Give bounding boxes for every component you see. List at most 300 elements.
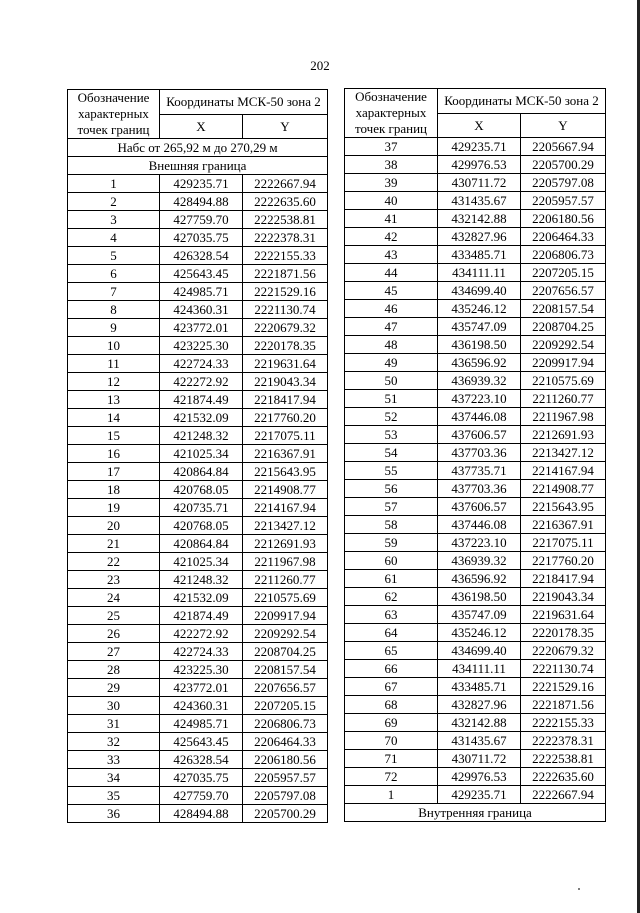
- table-row: [68, 193, 328, 211]
- table-row: [68, 751, 328, 769]
- table-row: [345, 660, 606, 678]
- coord-y: 2211260.77: [243, 571, 328, 589]
- coord-x: 429235.71: [160, 175, 243, 193]
- coord-y: 2205797.08: [521, 174, 606, 192]
- coord-y: 2220178.35: [521, 624, 606, 642]
- coord-y: 2213427.12: [243, 517, 328, 535]
- coord-x: 421532.09: [160, 589, 243, 607]
- point-number: 58: [345, 516, 438, 534]
- coord-x: 437703.36: [438, 480, 521, 498]
- coord-y: 2220178.35: [243, 337, 328, 355]
- table-row: [345, 732, 606, 750]
- coord-y: 2205797.08: [243, 787, 328, 805]
- point-number: 69: [345, 714, 438, 732]
- table-row: [68, 337, 328, 355]
- coord-x: 425643.45: [160, 265, 243, 283]
- table-row: [68, 625, 328, 643]
- coord-x: 435747.09: [438, 318, 521, 336]
- coord-y: 2206806.73: [521, 246, 606, 264]
- coord-x: 436198.50: [438, 336, 521, 354]
- coord-y: 2206806.73: [243, 715, 328, 733]
- coord-y: 2211967.98: [243, 553, 328, 571]
- header-designation: Обозначение характерных точек границ: [345, 89, 438, 138]
- coord-x: 435246.12: [438, 300, 521, 318]
- coord-y: 2222635.60: [243, 193, 328, 211]
- table-row: [345, 372, 606, 390]
- point-number: 2: [68, 193, 160, 211]
- point-number: 1: [68, 175, 160, 193]
- coord-x: 421532.09: [160, 409, 243, 427]
- coord-x: 429976.53: [438, 768, 521, 786]
- coord-y: 2209292.54: [243, 625, 328, 643]
- table-row: [345, 354, 606, 372]
- coord-y: 2206180.56: [243, 751, 328, 769]
- point-number: 8: [68, 301, 160, 319]
- coord-x: 422724.33: [160, 643, 243, 661]
- point-number: 17: [68, 463, 160, 481]
- table-row: [68, 571, 328, 589]
- point-number: 61: [345, 570, 438, 588]
- coord-x: 431435.67: [438, 732, 521, 750]
- coord-y: 2208157.54: [243, 661, 328, 679]
- point-number: 72: [345, 768, 438, 786]
- point-number: 36: [68, 805, 160, 823]
- coord-x: 422272.92: [160, 373, 243, 391]
- table-row: [68, 769, 328, 787]
- coord-y: 2214908.77: [521, 480, 606, 498]
- coord-x: 436939.32: [438, 552, 521, 570]
- point-number: 70: [345, 732, 438, 750]
- point-number: 52: [345, 408, 438, 426]
- point-number: 29: [68, 679, 160, 697]
- coord-x: 427759.70: [160, 787, 243, 805]
- table-row: [345, 516, 606, 534]
- point-number: 15: [68, 427, 160, 445]
- coord-y: 2209917.94: [243, 607, 328, 625]
- inner-boundary-label: Внутренняя граница: [345, 804, 606, 822]
- coord-x: 432142.88: [438, 210, 521, 228]
- table-row: [345, 318, 606, 336]
- point-number: 23: [68, 571, 160, 589]
- table-row: [68, 427, 328, 445]
- coord-x: 420735.71: [160, 499, 243, 517]
- point-number: 43: [345, 246, 438, 264]
- coord-y: 2222635.60: [521, 768, 606, 786]
- coord-y: 2221529.16: [521, 678, 606, 696]
- table-row: [68, 715, 328, 733]
- point-number: 34: [68, 769, 160, 787]
- coord-x: 420768.05: [160, 517, 243, 535]
- coord-y: 2214167.94: [243, 499, 328, 517]
- point-number: 5: [68, 247, 160, 265]
- table-row: [68, 373, 328, 391]
- coord-y: 2205957.57: [521, 192, 606, 210]
- point-number: 4: [68, 229, 160, 247]
- coord-y: 2222538.81: [521, 750, 606, 768]
- coord-y: 2209917.94: [521, 354, 606, 372]
- coord-x: 435747.09: [438, 606, 521, 624]
- coord-x: 426328.54: [160, 751, 243, 769]
- table-row: [345, 606, 606, 624]
- coord-y: 2207205.15: [243, 697, 328, 715]
- coord-y: 2214167.94: [521, 462, 606, 480]
- coord-y: 2214908.77: [243, 481, 328, 499]
- coordinates-table-left: [67, 89, 328, 823]
- coord-y: 2219631.64: [243, 355, 328, 373]
- table-row: [345, 588, 606, 606]
- coord-x: 437703.36: [438, 444, 521, 462]
- coord-x: 434111.11: [438, 264, 521, 282]
- table-row: [68, 265, 328, 283]
- coord-y: 2205667.94: [521, 138, 606, 156]
- table-row: [68, 787, 328, 805]
- table-row: [345, 300, 606, 318]
- point-number: 62: [345, 588, 438, 606]
- point-number: 30: [68, 697, 160, 715]
- coord-y: 2222378.31: [521, 732, 606, 750]
- coord-x: 420864.84: [160, 463, 243, 481]
- coord-x: 420864.84: [160, 535, 243, 553]
- point-number: 47: [345, 318, 438, 336]
- coord-x: 437223.10: [438, 390, 521, 408]
- table-row: [345, 678, 606, 696]
- point-number: 59: [345, 534, 438, 552]
- coord-y: 2221130.74: [243, 301, 328, 319]
- table-row: [345, 192, 606, 210]
- table-row: [68, 247, 328, 265]
- coord-y: 2211260.77: [521, 390, 606, 408]
- coord-y: 2213427.12: [521, 444, 606, 462]
- coord-y: 2222155.33: [243, 247, 328, 265]
- point-number: 65: [345, 642, 438, 660]
- coord-x: 423225.30: [160, 337, 243, 355]
- point-number: 12: [68, 373, 160, 391]
- coord-y: 2222667.94: [521, 786, 606, 804]
- table-row: [345, 786, 606, 804]
- coord-x: 437223.10: [438, 534, 521, 552]
- coord-y: 2218417.94: [521, 570, 606, 588]
- coord-x: 421025.34: [160, 553, 243, 571]
- coord-y: 2208704.25: [243, 643, 328, 661]
- point-number: 64: [345, 624, 438, 642]
- coord-y: 2215643.95: [521, 498, 606, 516]
- point-number: 55: [345, 462, 438, 480]
- coord-y: 2221130.74: [521, 660, 606, 678]
- table-row: [345, 480, 606, 498]
- point-number: 24: [68, 589, 160, 607]
- table-row: [345, 210, 606, 228]
- point-number: 42: [345, 228, 438, 246]
- coordinates-table-right: [344, 88, 606, 822]
- page-number: 202: [310, 58, 330, 73]
- point-number: 9: [68, 319, 160, 337]
- coord-y: 2207205.15: [521, 264, 606, 282]
- table-row: [345, 282, 606, 300]
- coord-y: 2217760.20: [521, 552, 606, 570]
- point-number: 33: [68, 751, 160, 769]
- coord-y: 2206464.33: [521, 228, 606, 246]
- table-row: [68, 679, 328, 697]
- coord-y: 2206464.33: [243, 733, 328, 751]
- coord-x: 425643.45: [160, 733, 243, 751]
- coord-x: 432827.96: [438, 696, 521, 714]
- table-row: [345, 570, 606, 588]
- coord-y: 2210575.69: [521, 372, 606, 390]
- coord-y: 2221871.56: [243, 265, 328, 283]
- coord-y: 2217075.11: [521, 534, 606, 552]
- coord-x: 421874.49: [160, 391, 243, 409]
- header-coordinates: Координаты МСК-50 зона 2: [438, 89, 606, 114]
- table-row: [68, 553, 328, 571]
- table-row: [345, 696, 606, 714]
- header-x: X: [160, 114, 243, 139]
- table-row: [68, 661, 328, 679]
- table-row: [68, 355, 328, 373]
- table-row: [345, 138, 606, 156]
- table-row: [345, 174, 606, 192]
- table-row: [345, 534, 606, 552]
- point-number: 37: [345, 138, 438, 156]
- point-number: 44: [345, 264, 438, 282]
- point-number: 20: [68, 517, 160, 535]
- table-row: [345, 498, 606, 516]
- coord-y: 2210575.69: [243, 589, 328, 607]
- table-row: [68, 535, 328, 553]
- point-number: 26: [68, 625, 160, 643]
- coord-x: 436939.32: [438, 372, 521, 390]
- coord-x: 429976.53: [438, 156, 521, 174]
- table-row: [68, 445, 328, 463]
- coord-y: 2216367.91: [243, 445, 328, 463]
- point-number: 25: [68, 607, 160, 625]
- point-number: 19: [68, 499, 160, 517]
- coord-x: 421874.49: [160, 607, 243, 625]
- point-number: 66: [345, 660, 438, 678]
- table-row: [345, 408, 606, 426]
- point-number: 53: [345, 426, 438, 444]
- point-number: 21: [68, 535, 160, 553]
- coord-y: 2222155.33: [521, 714, 606, 732]
- coord-x: 430711.72: [438, 750, 521, 768]
- coord-y: 2219043.34: [243, 373, 328, 391]
- table-row: [345, 642, 606, 660]
- table-row: [68, 319, 328, 337]
- coord-x: 424985.71: [160, 283, 243, 301]
- coord-y: 2215643.95: [243, 463, 328, 481]
- point-number: 57: [345, 498, 438, 516]
- coord-x: 434699.40: [438, 282, 521, 300]
- coord-x: 432142.88: [438, 714, 521, 732]
- point-number: 67: [345, 678, 438, 696]
- height-note: Набс от 265,92 м до 270,29 м: [68, 139, 328, 157]
- coord-x: 423225.30: [160, 661, 243, 679]
- header-y: Y: [521, 113, 606, 138]
- header-y: Y: [243, 114, 328, 139]
- coord-x: 437735.71: [438, 462, 521, 480]
- coord-y: 2219631.64: [521, 606, 606, 624]
- table-row: [345, 246, 606, 264]
- coord-x: 437446.08: [438, 516, 521, 534]
- coord-x: 433485.71: [438, 678, 521, 696]
- point-number: 32: [68, 733, 160, 751]
- table-row: [68, 175, 328, 193]
- coord-y: 2207656.57: [521, 282, 606, 300]
- point-number: 27: [68, 643, 160, 661]
- coord-y: 2205700.29: [243, 805, 328, 823]
- coord-x: 430711.72: [438, 174, 521, 192]
- coord-x: 436596.92: [438, 354, 521, 372]
- table-row: [68, 409, 328, 427]
- table-row: [68, 481, 328, 499]
- coord-y: 2216367.91: [521, 516, 606, 534]
- table-row: [345, 714, 606, 732]
- table-row: [345, 156, 606, 174]
- point-number: 49: [345, 354, 438, 372]
- coord-x: 421025.34: [160, 445, 243, 463]
- header-designation: Обозначение характерных точек границ: [68, 90, 160, 139]
- coord-x: 436198.50: [438, 588, 521, 606]
- coord-y: 2220679.32: [243, 319, 328, 337]
- coord-x: 427035.75: [160, 769, 243, 787]
- table-row: [68, 643, 328, 661]
- coord-x: 422724.33: [160, 355, 243, 373]
- table-row: [68, 517, 328, 535]
- coord-x: 437446.08: [438, 408, 521, 426]
- point-number: 3: [68, 211, 160, 229]
- outer-boundary-label: Внешняя граница: [68, 157, 328, 175]
- coord-x: 429235.71: [438, 138, 521, 156]
- point-number: 40: [345, 192, 438, 210]
- coord-x: 433485.71: [438, 246, 521, 264]
- point-number: 14: [68, 409, 160, 427]
- coord-y: 2211967.98: [521, 408, 606, 426]
- coord-y: 2221871.56: [521, 696, 606, 714]
- table-row: [68, 211, 328, 229]
- coord-x: 437606.57: [438, 426, 521, 444]
- coord-x: 426328.54: [160, 247, 243, 265]
- table-row: [345, 336, 606, 354]
- coord-x: 427759.70: [160, 211, 243, 229]
- coord-y: 2222667.94: [243, 175, 328, 193]
- point-number: 13: [68, 391, 160, 409]
- point-number: 1: [345, 786, 438, 804]
- point-number: 6: [68, 265, 160, 283]
- point-number: 60: [345, 552, 438, 570]
- coord-x: 420768.05: [160, 481, 243, 499]
- coord-x: 436596.92: [438, 570, 521, 588]
- coord-y: 2212691.93: [243, 535, 328, 553]
- coord-x: 434699.40: [438, 642, 521, 660]
- point-number: 38: [345, 156, 438, 174]
- table-row: [345, 462, 606, 480]
- table-row: [68, 391, 328, 409]
- scan-speck: [578, 888, 580, 890]
- coord-y: 2208157.54: [521, 300, 606, 318]
- table-row: [68, 589, 328, 607]
- coord-x: 422272.92: [160, 625, 243, 643]
- coord-x: 423772.01: [160, 679, 243, 697]
- point-number: 35: [68, 787, 160, 805]
- table-row: [345, 768, 606, 786]
- coord-y: 2220679.32: [521, 642, 606, 660]
- point-number: 68: [345, 696, 438, 714]
- table-row: [68, 499, 328, 517]
- table-row: [68, 229, 328, 247]
- point-number: 7: [68, 283, 160, 301]
- coord-x: 431435.67: [438, 192, 521, 210]
- coord-y: 2205700.29: [521, 156, 606, 174]
- point-number: 16: [68, 445, 160, 463]
- coord-x: 423772.01: [160, 319, 243, 337]
- table-row: [68, 463, 328, 481]
- point-number: 18: [68, 481, 160, 499]
- coord-x: 435246.12: [438, 624, 521, 642]
- coord-x: 424360.31: [160, 697, 243, 715]
- coord-y: 2222538.81: [243, 211, 328, 229]
- coord-x: 437606.57: [438, 498, 521, 516]
- table-row: [345, 444, 606, 462]
- coord-x: 421248.32: [160, 427, 243, 445]
- coord-y: 2207656.57: [243, 679, 328, 697]
- point-number: 51: [345, 390, 438, 408]
- point-number: 46: [345, 300, 438, 318]
- table-row: [68, 607, 328, 625]
- table-row: [68, 733, 328, 751]
- point-number: 63: [345, 606, 438, 624]
- point-number: 10: [68, 337, 160, 355]
- coord-y: 2205957.57: [243, 769, 328, 787]
- coord-x: 429235.71: [438, 786, 521, 804]
- table-row: [345, 390, 606, 408]
- point-number: 71: [345, 750, 438, 768]
- coord-y: 2217075.11: [243, 427, 328, 445]
- coord-x: 434111.11: [438, 660, 521, 678]
- coord-x: 427035.75: [160, 229, 243, 247]
- table-row: [68, 697, 328, 715]
- coord-y: 2209292.54: [521, 336, 606, 354]
- coord-y: 2208704.25: [521, 318, 606, 336]
- coord-y: 2218417.94: [243, 391, 328, 409]
- header-x: X: [438, 113, 521, 138]
- table-row: [345, 624, 606, 642]
- table-row: [345, 750, 606, 768]
- coord-y: 2221529.16: [243, 283, 328, 301]
- coord-y: 2217760.20: [243, 409, 328, 427]
- point-number: 45: [345, 282, 438, 300]
- point-number: 54: [345, 444, 438, 462]
- coord-y: 2222378.31: [243, 229, 328, 247]
- table-row: [345, 228, 606, 246]
- table-row: [345, 264, 606, 282]
- point-number: 41: [345, 210, 438, 228]
- coord-x: 428494.88: [160, 193, 243, 211]
- point-number: 31: [68, 715, 160, 733]
- point-number: 28: [68, 661, 160, 679]
- coord-x: 428494.88: [160, 805, 243, 823]
- table-row: [345, 426, 606, 444]
- point-number: 22: [68, 553, 160, 571]
- point-number: 39: [345, 174, 438, 192]
- coord-y: 2212691.93: [521, 426, 606, 444]
- coord-y: 2219043.34: [521, 588, 606, 606]
- table-row: [345, 552, 606, 570]
- table-row: [68, 301, 328, 319]
- table-row: [68, 283, 328, 301]
- coord-x: 424985.71: [160, 715, 243, 733]
- coord-y: 2206180.56: [521, 210, 606, 228]
- table-row: [68, 805, 328, 823]
- point-number: 50: [345, 372, 438, 390]
